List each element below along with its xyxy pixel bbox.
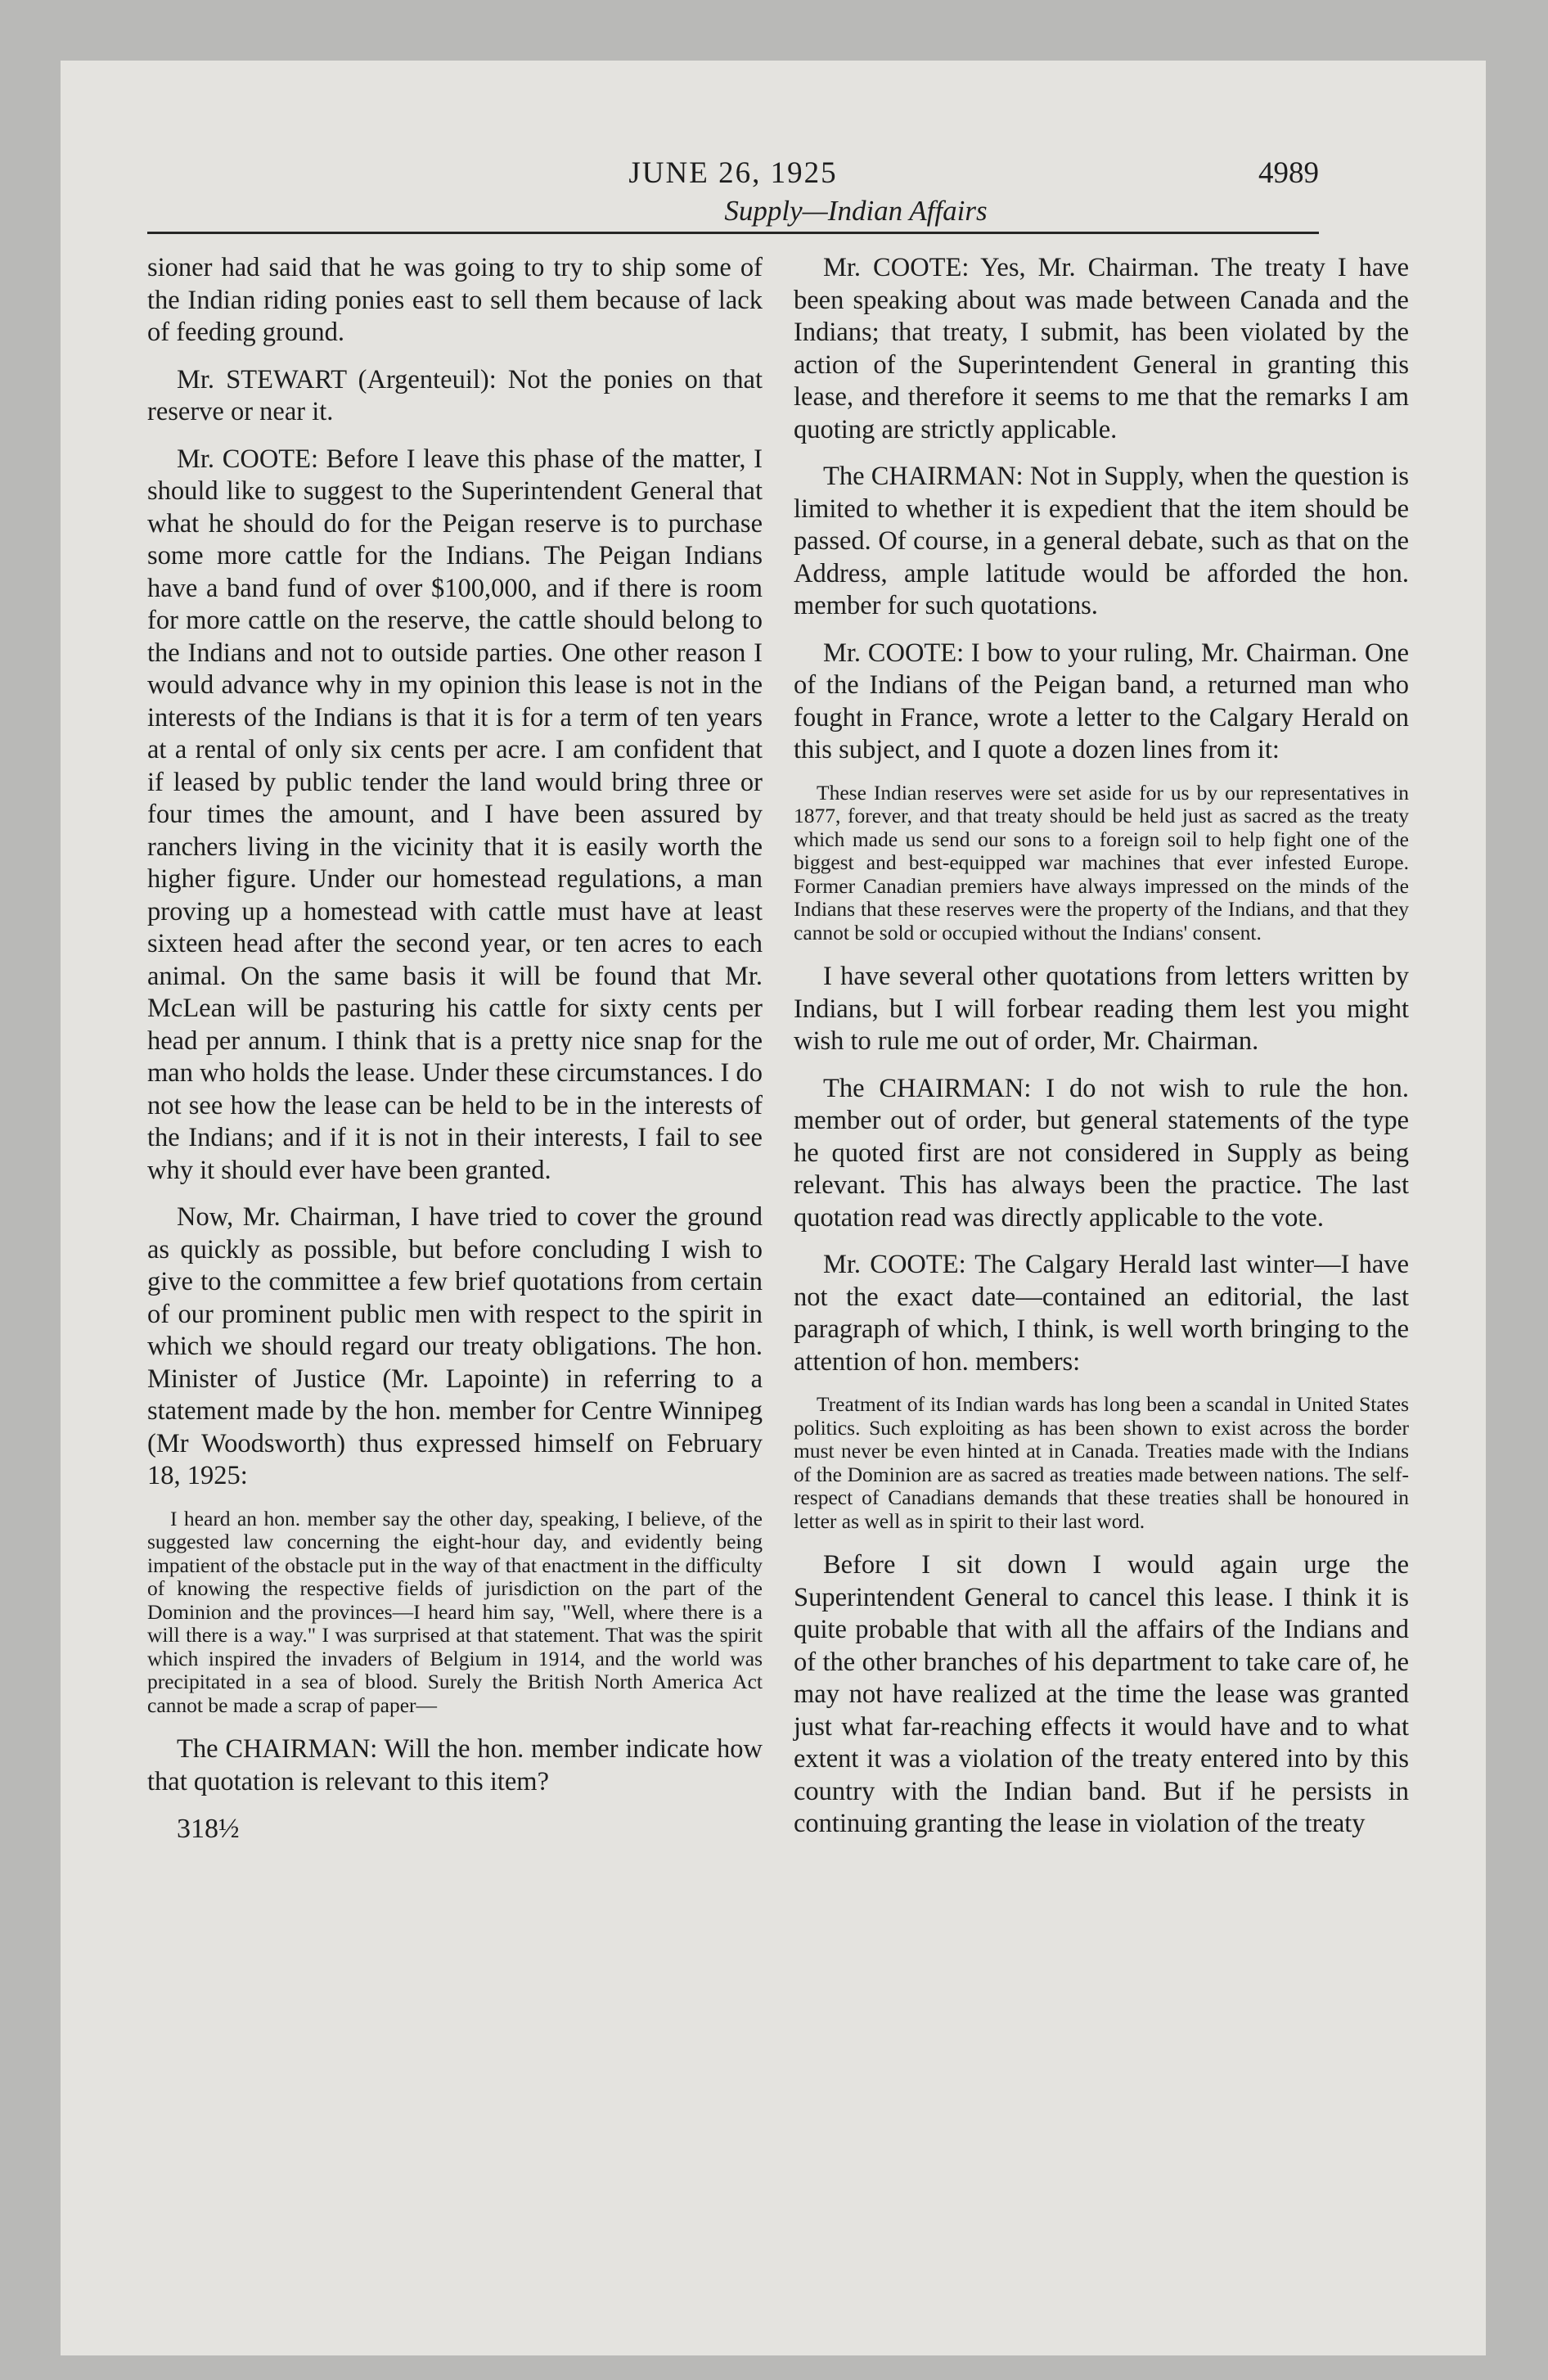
- paragraph: Before I sit down I would again urge the Superintendent General to cancel this lease. I think it is quite probable that with all the affairs of the Indians and of the other branches of his department to take care of, he may not have realized at the time the lease was granted just what far-reaching effects it would have and to what extent it was a violation of the treaty entered into by this country with the Indian band. But if he persists in continuing granting the lease in violation of the treaty: [794, 1550, 1409, 1838]
- paragraph: sioner had said that he was going to try to ship some of the Indian riding ponies east to sell them because of lack of feeding ground.: [147, 253, 763, 347]
- page-number: 4989: [1258, 156, 1319, 190]
- paragraph: Mr. COOTE: I bow to your ruling, Mr. Chairman. One of the Indians of the Peigan band, a returned man who fought in France, wrote a letter to the Calgary Herald on this subject, and I quote a dozen lines from it:: [794, 638, 1409, 764]
- header-subtitle: Supply—Indian Affairs: [724, 195, 988, 227]
- block-quote: These Indian reserves were set aside for us by our representatives in 1877, forever, and that treaty should be held just as sacred as the treaty which made us send our sons to a foreign soil to help fight one of the biggest and best-equipped war machines that ever infested Europe. Former Canadian premiers have always impressed on the minds of the Indians that these reserves were the property of the Indians, and that they cannot be sold or occupied without the Indians' consent.: [794, 780, 1409, 944]
- header-date: JUNE 26, 1925: [628, 156, 838, 190]
- paragraph: Mr. COOTE: The Calgary Herald last winter—I have not the exact date—contained an editorial, the last paragraph of which, I think, is well worth bringing to the attention of hon. members:: [794, 1250, 1409, 1377]
- paragraph: Mr. COOTE: Yes, Mr. Chairman. The treaty I have been speaking about was made between Canada and the Indians; that treaty, I submit, has been violated by the action of the Superintendent General in granting this lease, and therefore it seems to me that the remarks I am quoting are strictly applicable.: [794, 253, 1409, 444]
- paragraph: The CHAIRMAN: I do not wish to rule the hon. member out of order, but general statements of the type he quoted first are not considered in Supply as being relevant. This has always been the practice. The last quotation read was directly applicable to the vote.: [794, 1073, 1409, 1233]
- paragraph: Now, Mr. Chairman, I have tried to cover the ground as quickly as possible, but before concluding I wish to give to the committee a few brief quotations from certain of our prominent public men with respect to the spirit in which we should regard our treaty obligations. The hon. Minister of Justice (Mr. Lapointe) in referring to a statement made by the hon. member for Centre Winnipeg (Mr Woodsworth) thus expressed himself on February 18, 1925:: [147, 1202, 763, 1490]
- block-quote: Treatment of its Indian wards has long been a scandal in United States politics. Such exploiting as has been shown to exist across the border must never be even hinted at in Canada. Treaties made with the Indians of the Dominion are as sacred as treaties made between nations. The self-respect of Canadians demands that these treaties shall be honoured in letter as well as in spirit to their last word.: [794, 1392, 1409, 1533]
- page-header: [147, 82, 1319, 227]
- paragraph: Mr. COOTE: Before I leave this phase of the matter, I should like to suggest to the Superintendent General that what he should do for the Peigan reserve is to purchase some more cattle for the Indians. The Peigan Indians have a band fund of over $100,000, and if there is room for more cattle on the reserve, the cattle should belong to the Indians and not to outside parties. One other reason I would advance why in my opinion this lease is not in the interests of the Indians is that it is for a term of ten years at a rental of only six cents per acre. I am confident that if leased by public tender the land would bring three or four times the amount, and I have been assured by ranchers living in the vicinity that it is easily worth the higher figure. Under our homestead regulations, a man proving up a homestead with cattle must have at least sixteen head after the second year, or ten acres to each animal. On the same basis it will be found that Mr. McLean will be pasturing his cattle for sixty cents per head per annum. I think that is a pretty nice snap for the man who holds the lease. Under these circumstances. I do not see how the lease can be held to be in the interests of the Indians; and if it is not in their interests, I fail to see why it should ever have been granted.: [147, 444, 763, 1185]
- paragraph: I have several other quotations from letters written by Indians, but I will forbear reading them lest you might wish to rule me out of order, Mr. Chairman.: [794, 962, 1409, 1056]
- paragraph: The CHAIRMAN: Not in Supply, when the question is limited to whether it is expedient that the item should be passed. Of course, in a general debate, such as that on the Address, ample latitude would be afforded the hon. member for such quotations.: [794, 462, 1409, 620]
- paragraph: The CHAIRMAN: Will the hon. member indicate how that quotation is relevant to this item?: [147, 1734, 763, 1796]
- paragraph: Mr. STEWART (Argenteuil): Not the ponies on that reserve or near it.: [147, 364, 763, 426]
- header-rule: [147, 232, 1319, 234]
- signature-mark: 318½: [177, 1814, 240, 1844]
- block-quote: I heard an hon. member say the other day, speaking, I believe, of the suggested law concerning the eight-hour day, and evidently being impatient of the obstacle put in the way of that enactment in the difficulty of knowing the respective fields of jurisdiction on the part of the Dominion and the provinces—I heard him say, "Well, where there is a will there is a way." I was surprised at that statement. That was the spirit which inspired the invaders of Belgium in 1914, and the world was precipitated in a sea of blood. Surely the British North America Act cannot be made a scrap of paper—: [147, 1506, 763, 1717]
- left-column: [147, 252, 763, 1846]
- right-column: [794, 252, 1409, 1855]
